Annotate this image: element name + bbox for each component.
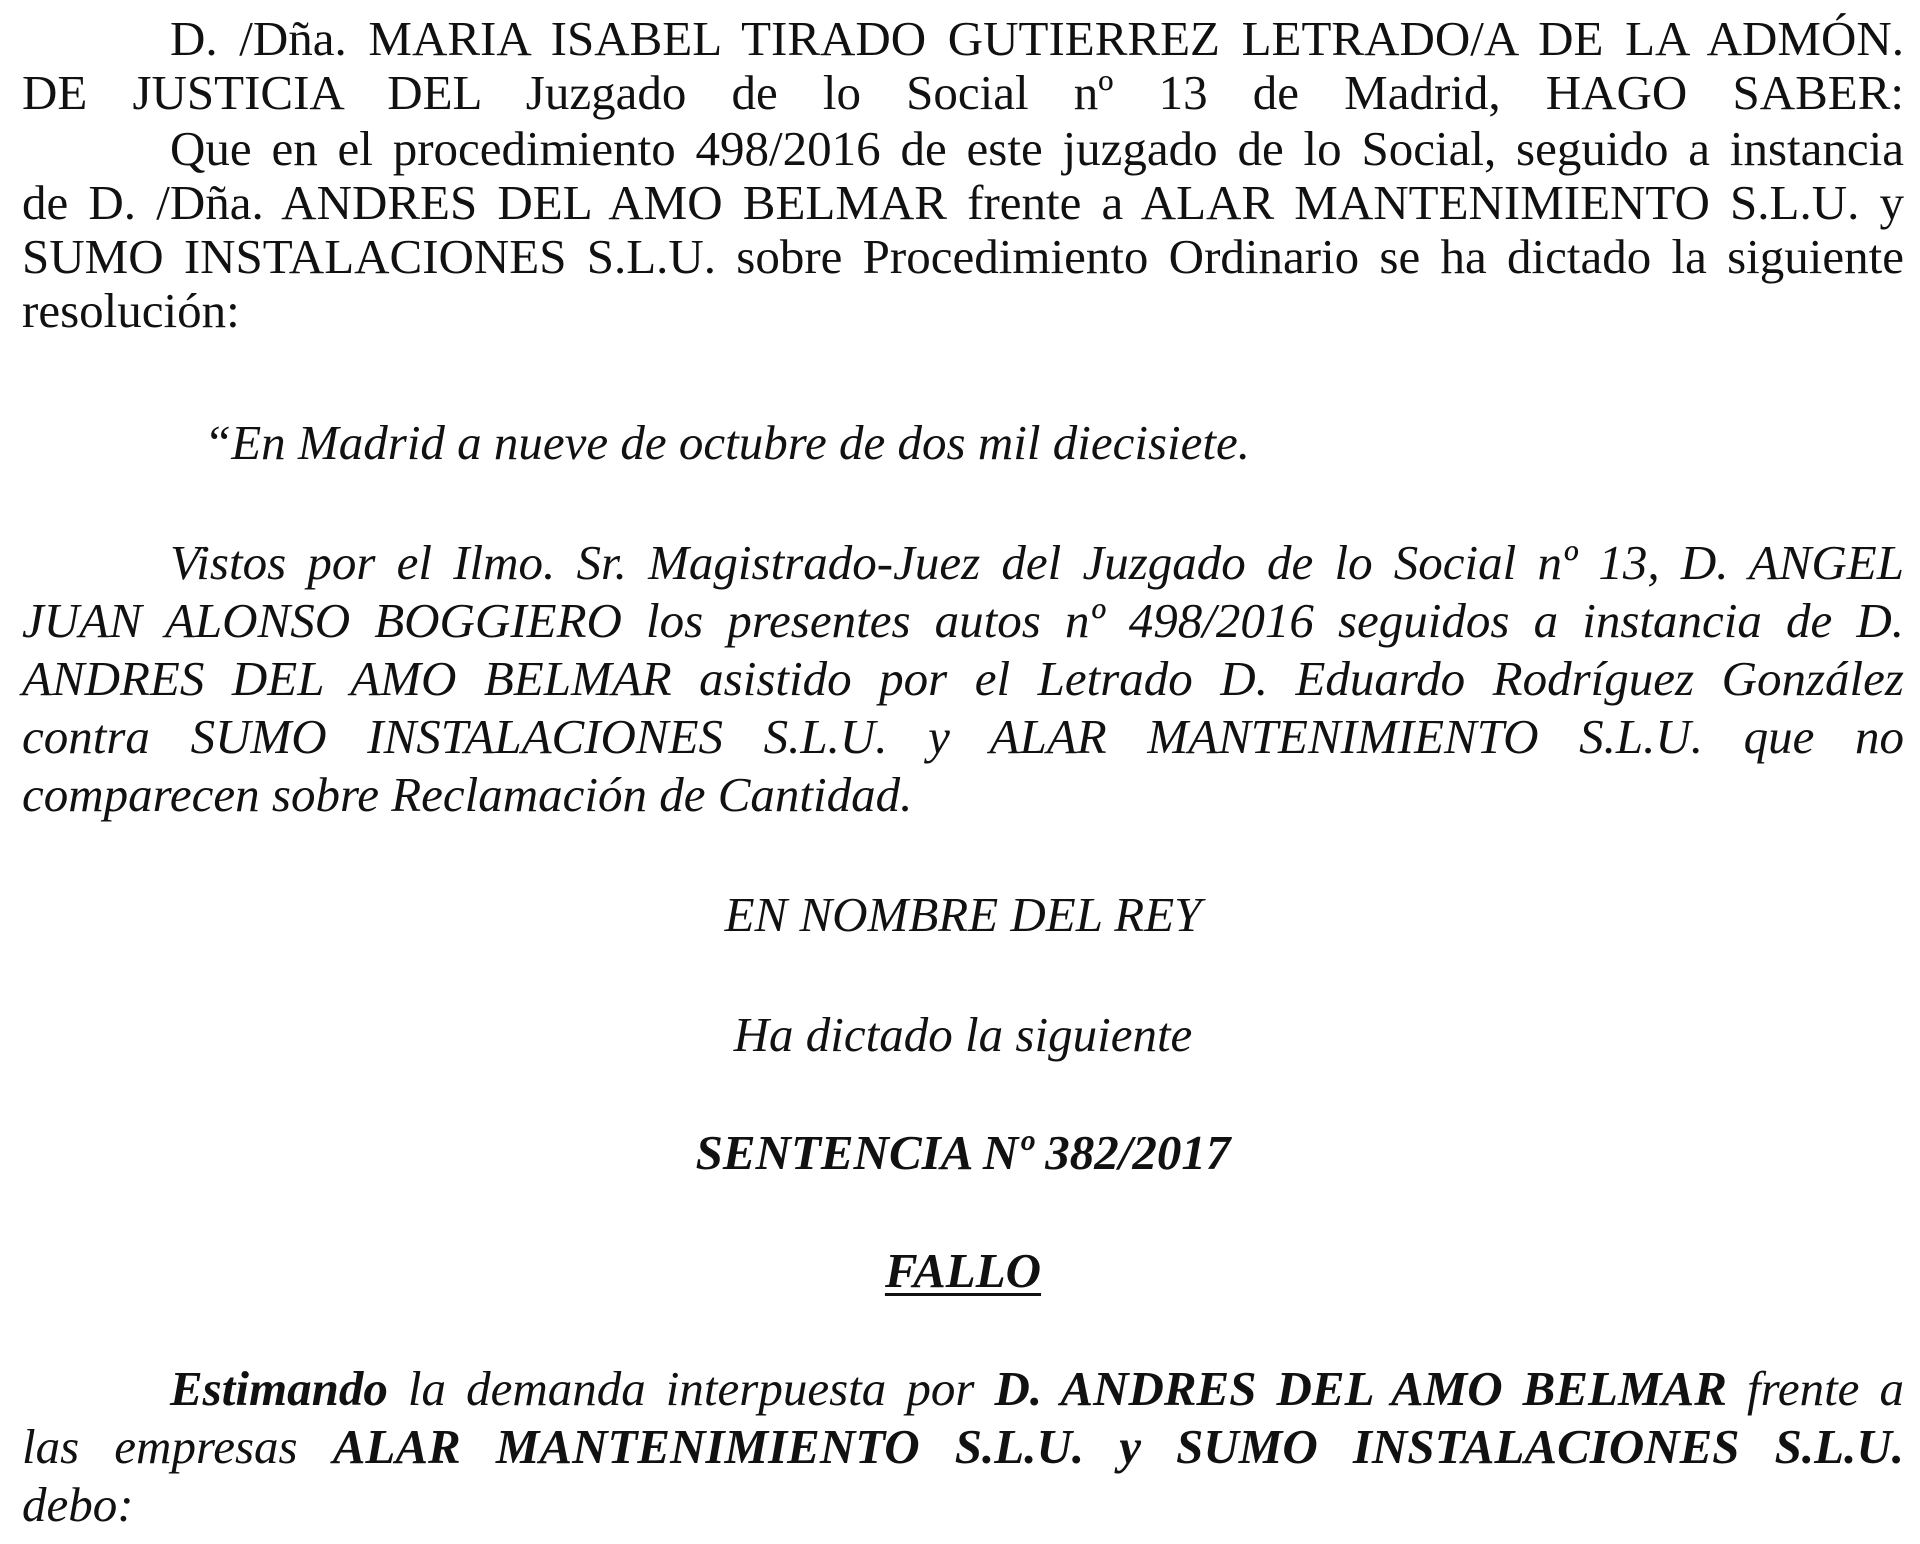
vistos-line-1: Vistos por el Ilmo. Sr. Magistrado-Juez del Juzgado de lo Social nº 13, D. ANGEL (170, 535, 1904, 590)
fallo-line-1 (22, 1361, 1904, 1416)
fallo-heading: FALLO (884, 1243, 1042, 1298)
vistos-line-4: contra SUMO INSTALACIONES S.L.U. y ALAR MANTENIMIENTO S.L.U. que no (22, 709, 1904, 764)
en-nombre-del-rey: EN NOMBRE DEL REY (724, 887, 1202, 942)
fallo-l2-conj: y (1084, 1419, 1177, 1474)
ha-dictado-line: Ha dictado la siguiente (733, 1007, 1193, 1062)
vistos-line-2: JUAN ALONSO BOGGIERO los presentes autos nº 498/2016 seguidos a instancia de D. (22, 593, 1904, 648)
fallo-l2-start: las empresas (22, 1419, 333, 1474)
intro-line-1: Que en el procedimiento 498/2016 de este juzgado de lo Social, seguido a instancia (170, 121, 1904, 176)
header-line-2: DE JUSTICIA DEL Juzgado de lo Social nº 13 de Madrid, HAGO SABER: (22, 65, 1904, 120)
fallo-line-3: debo: (22, 1477, 134, 1532)
header-line-1: D. /Dña. MARIA ISABEL TIRADO GUTIERREZ LETRADO/A DE LA ADMÓN. (170, 11, 1904, 66)
fallo-demandante: D. ANDRES DEL AMO BELMAR (994, 1361, 1727, 1416)
fallo-l1-text: la demanda interpuesta por (387, 1361, 995, 1416)
sentencia-title: SENTENCIA Nº 382/2017 (695, 1125, 1231, 1180)
intro-line-4: resolución: (22, 283, 240, 338)
vistos-line-3: ANDRES DEL AMO BELMAR asistido por el Letrado D. Eduardo Rodríguez González (22, 651, 1904, 706)
vistos-line-5: comparecen sobre Reclamación de Cantidad. (22, 767, 913, 822)
fallo-empresa-alar: ALAR MANTENIMIENTO S.L.U. (332, 1419, 1085, 1474)
fallo-heading-wrap (22, 1243, 1904, 1298)
intro-line-3: SUMO INSTALACIONES S.L.U. sobre Procedimiento Ordinario se ha dictado la siguiente (22, 229, 1904, 284)
fallo-estimando: Estimando (170, 1361, 388, 1416)
fallo-line-2 (22, 1419, 1904, 1474)
fallo-l1-end: frente a (1726, 1361, 1904, 1416)
intro-line-2: de D. /Dña. ANDRES DEL AMO BELMAR frente a ALAR MANTENIMIENTO S.L.U. y (22, 175, 1904, 230)
quote-date-line: “En Madrid a nueve de octubre de dos mil diecisiete. (204, 415, 1250, 470)
fallo-empresa-sumo: SUMO INSTALACIONES S.L.U. (1176, 1419, 1904, 1474)
